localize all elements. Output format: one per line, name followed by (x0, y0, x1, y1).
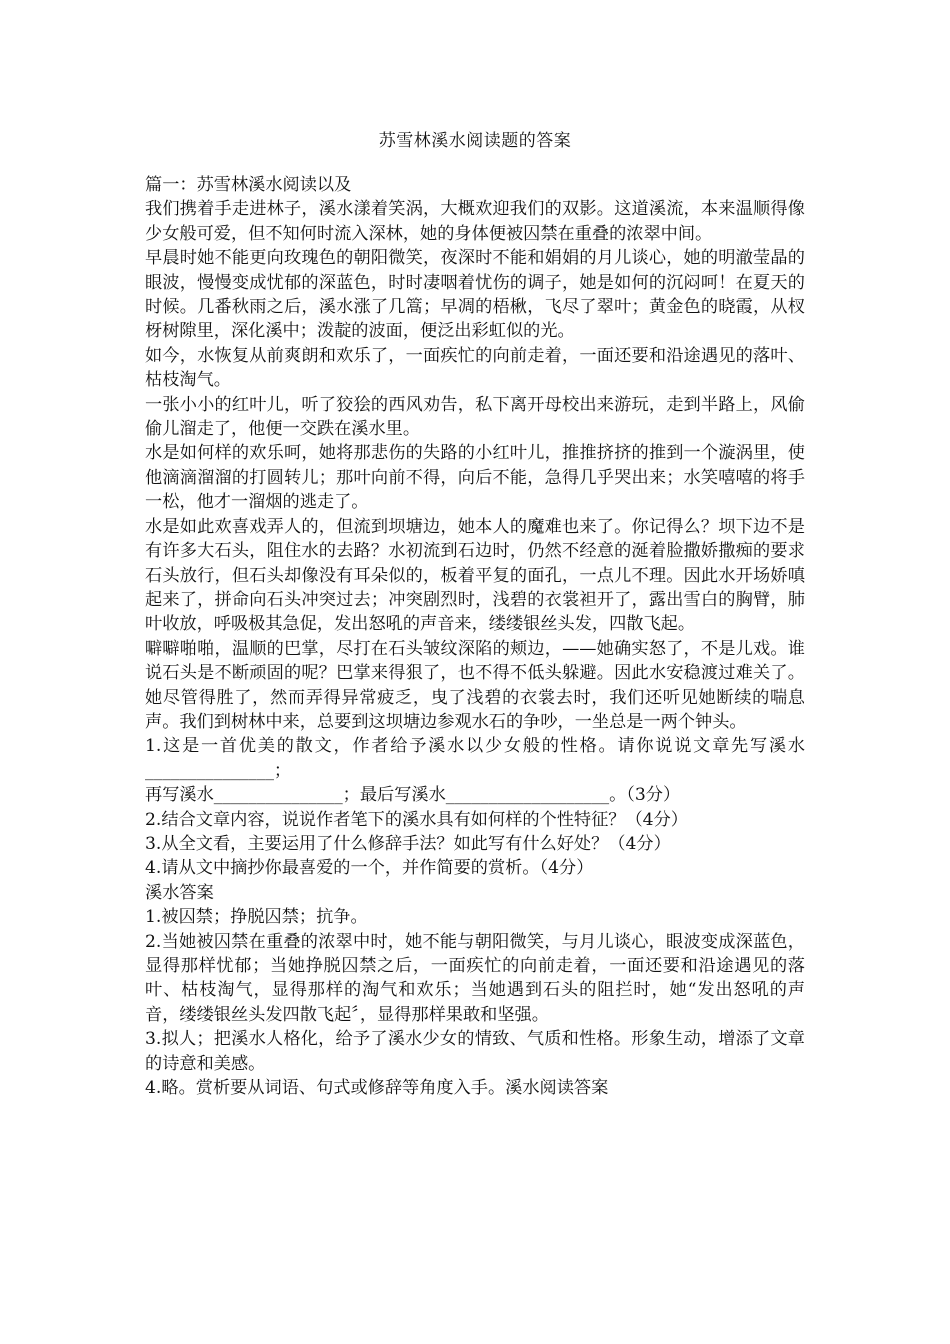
answer-4: 4.略。赏析要从词语、句式或修辞等角度入手。溪水阅读答案 (145, 1078, 609, 1099)
section-heading: 篇一：苏雪林溪水阅读以及 (145, 175, 352, 195)
question-1: 1.这是一首优美的散文，作者给予溪水以少女般的性格。请你说说文章先写溪水_______________； (145, 736, 805, 781)
document-title: 苏雪林溪水阅读题的答案 (378, 131, 572, 151)
paragraph: 一张小小的红叶儿，听了狡狯的西风劝告，私下离开母校出来游玩，走到半路上，风偷偷儿溜走了，他便一交跌在溪水里。 (145, 394, 805, 440)
document-body (145, 173, 805, 1100)
question-4: 4.请从文中摘抄你最喜爱的一个，并作简要的赏析。（4分） (145, 858, 594, 879)
paragraph: 我们携着手走进林子，溪水漾着笑涡，大概欢迎我们的双影。这道溪流，本来温顺得像少女般可爱，但不知何时流入深林，她的身体便被囚禁在重叠的浓翠中间。 (145, 199, 805, 244)
paragraph: 水是如何样的欢乐呵，她将那悲伤的失路的小红叶儿，推推挤挤的推到一个漩涡里，使他滴滴溜溜的打圆转儿；那叶向前不得，向后不能，急得几乎哭出来；水笑嘻嘻的将手一松，他才一溜烟的逃走了。 (145, 443, 805, 513)
question-3: 3.从全文看，主要运用了什么修辞手法？如此写有什么好处？（4分） (145, 833, 671, 854)
paragraph: 如今，水恢复从前爽朗和欢乐了，一面疾忙的向前走着，一面还要和沿途遇见的落叶、枯枝淘气。 (145, 345, 805, 391)
paragraph: 噼噼啪啪，温顺的巴掌，尽打在石头皱纹深陷的颊边，——她确实怒了，不是儿戏。谁说石头是不断顽固的呢？巴掌来得狠了，也不得不低头躲避。因此水安稳渡过难关了。她尽管得胜了，然而弄得异常疲乏，曳了浅碧的衣裳去时，我们还听见她断续的喘息声。我们到树林中来，总要到这坝塘边参观水石的争吵，一坐总是一两个钟头。 (145, 638, 805, 732)
answers-heading: 溪水答案 (145, 882, 214, 903)
question-1-continued: 再写溪水_______________；最后写溪水___________________。（3分） (145, 785, 681, 806)
paragraph: 水是如此欢喜戏弄人的，但流到坝塘边，她本人的魔难也来了。你记得么？坝下边不是有许多大石头，阻住水的去路？水初流到石边时，仍然不经意的涎着脸撒娇撒痴的要求石头放行，但石头却像没有耳朵似的，板着平复的面孔，一点儿不理。因此水开场娇嗔起来了，拼命向石头冲突过去；冲突剧烈时，浅碧的衣裳袒开了，露出雪白的胸臂，肺叶收放，呼吸极其急促，发出怒吼的声音来，缕缕银丝头发，四散飞起。 (145, 516, 805, 635)
paragraph: 早晨时她不能更向玫瑰色的朝阳微笑，夜深时不能和娟娟的月儿谈心，她的明澈莹晶的眼波，慢慢变成忧郁的深蓝色，时时凄咽着忧伤的调子，她是如何的沉闷呵！在夏天的时候。几番秋雨之后，溪水涨了几篙；早凋的梧楸，飞尽了翠叶；黄金色的晓霞，从杈枒树隙里，深化溪中；泼靛的波面，便泛出彩虹似的光。 (145, 248, 805, 342)
answer-1: 1.被囚禁；挣脱囚禁；抗争。 (145, 907, 368, 928)
question-2: 2.结合文章内容，说说作者笔下的溪水具有如何样的个性特征？（4分） (145, 809, 688, 830)
answer-2: 2.当她被囚禁在重叠的浓翠中时，她不能与朝阳微笑，与月儿谈心，眼波变成深蓝色，显得那样忧郁；当她挣脱囚禁之后，一面疾忙的向前走着，一面还要和沿途遇见的落叶、枯枝淘气，显得那样的淘气和欢乐；当她遇到石头的阻拦时，她“发出怒吼的声音，缕缕银丝头发四散飞起〞，显得那样果敢和坚强。 (145, 931, 805, 1025)
answer-3: 3.拟人；把溪水人格化，给予了溪水少女的情致、气质和性格。形象生动，增添了文章的诗意和美感。 (145, 1029, 805, 1074)
